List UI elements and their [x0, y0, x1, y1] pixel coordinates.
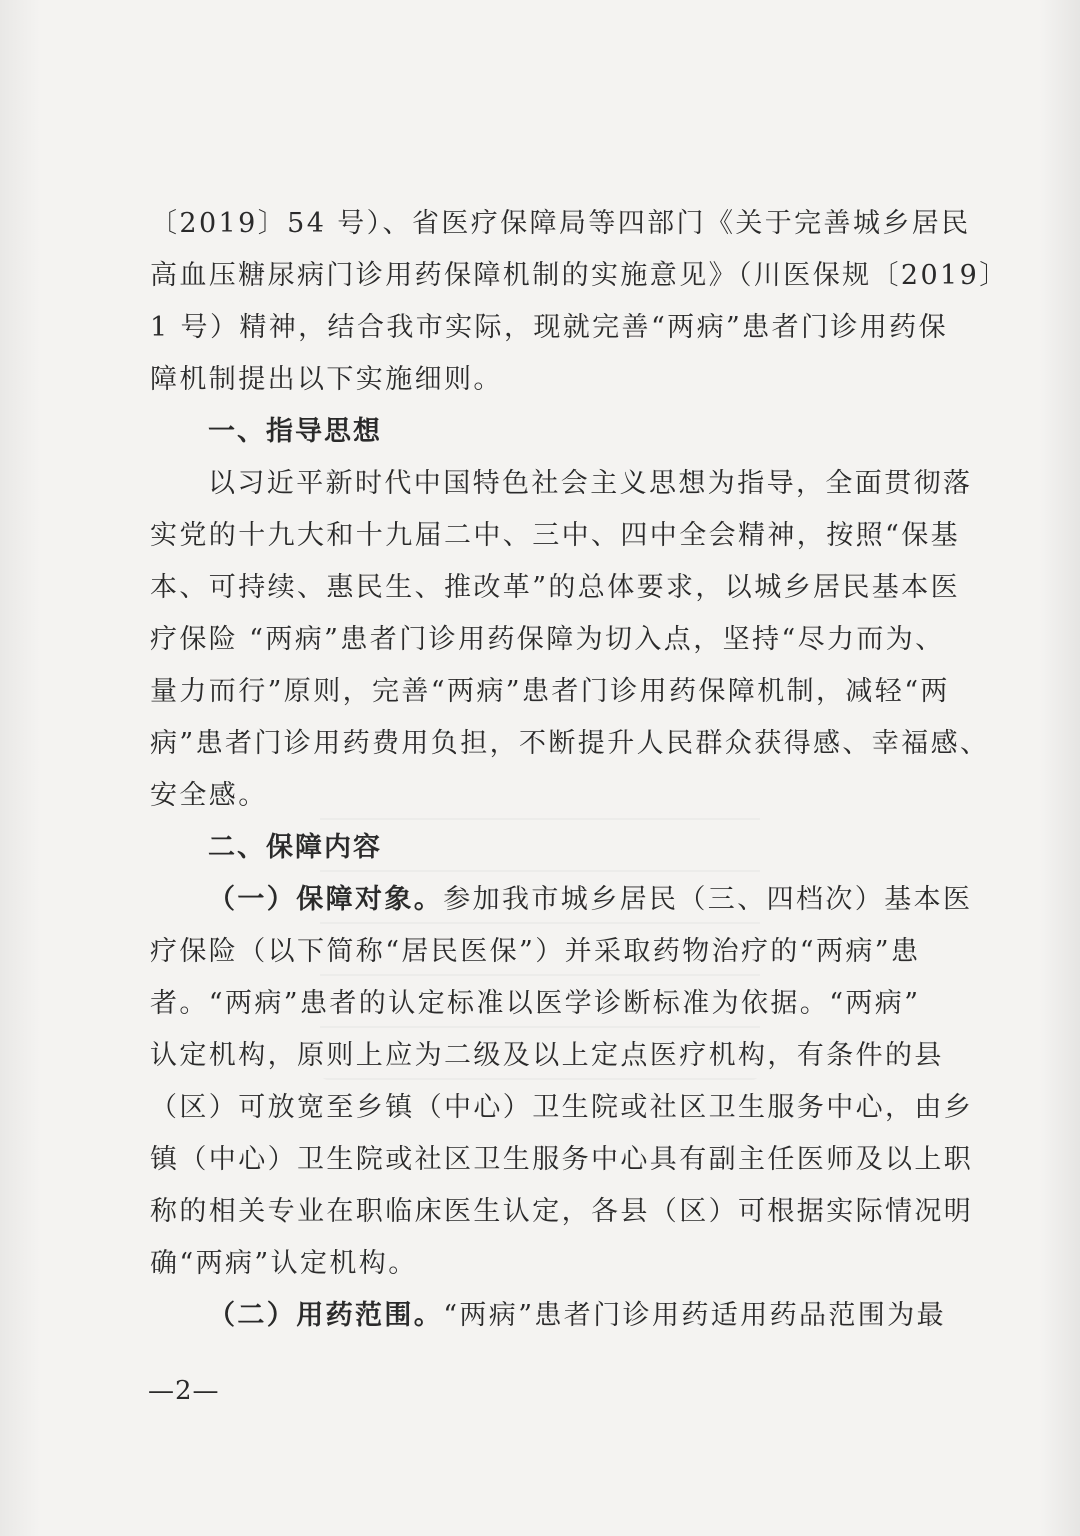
section1-line: 以习近平新时代中国特色社会主义思想为指导，全面贯彻落 [208, 468, 973, 499]
item2-first-text: “两病”患者门诊用药适用药品范围为最 [443, 1300, 947, 1331]
section1-line: 量力而行”原则，完善“两病”患者门诊用药保障机制，减轻“两 [150, 676, 950, 707]
page-number: —2— [148, 1376, 220, 1406]
item1-line: 疗保险（以下简称“居民医保”）并采取药物治疗的“两病”患 [150, 936, 921, 967]
section1-line: 安全感。 [150, 780, 268, 811]
section1-line: 本、可持续、惠民生、推改革”的总体要求，以城乡居民基本医 [150, 572, 961, 603]
intro-line: 〔2019〕54 号）、省医疗保障局等四部门《关于完善城乡居民 [150, 208, 971, 239]
item1-line: 认定机构，原则上应为二级及以上定点医疗机构，有条件的县 [150, 1040, 944, 1071]
section1-line: 实党的十九大和十九届二中、三中、四中全会精神，按照“保基 [150, 520, 961, 551]
intro-line: 高血压糖尿病门诊用药保障机制的实施意见》（川医保规〔2019〕 [150, 260, 1009, 291]
section1-line: 疗保险 “两病”患者门诊用药保障为切入点，坚持“尽力而为、 [150, 624, 945, 655]
intro-line: 1 号）精神，结合我市实际，现就完善“两病”患者门诊用药保 [150, 312, 948, 343]
section1-line: 病”患者门诊用药费用负担，不断提升人民群众获得感、幸福感、 [150, 728, 990, 759]
item1-first-text: 参加我市城乡居民（三、四档次）基本医 [443, 884, 973, 915]
item1-line: 镇（中心）卫生院或社区卫生服务中心具有副主任医师及以上职 [150, 1144, 974, 1175]
document-body [150, 198, 1009, 1342]
section2-heading: 二、保障内容 [208, 832, 382, 863]
item1-line: 称的相关专业在职临床医生认定，各县（区）可根据实际情况明 [150, 1196, 974, 1227]
item1-lead: （一）保障对象。 [208, 884, 444, 915]
item2-lead: （二）用药范围。 [208, 1300, 444, 1331]
item1-line: （区）可放宽至乡镇（中心）卫生院或社区卫生服务中心，由乡 [150, 1092, 974, 1123]
item1-first-line [150, 874, 973, 926]
section1-heading: 一、指导思想 [208, 416, 382, 447]
item2-first-line [150, 1290, 950, 1342]
item1-line: 确“两病”认定机构。 [150, 1248, 418, 1279]
intro-line: 障机制提出以下实施细则。 [150, 364, 503, 395]
item1-line: 者。“两病”患者的认定标准以医学诊断标准为依据。“两病” [150, 988, 921, 1019]
